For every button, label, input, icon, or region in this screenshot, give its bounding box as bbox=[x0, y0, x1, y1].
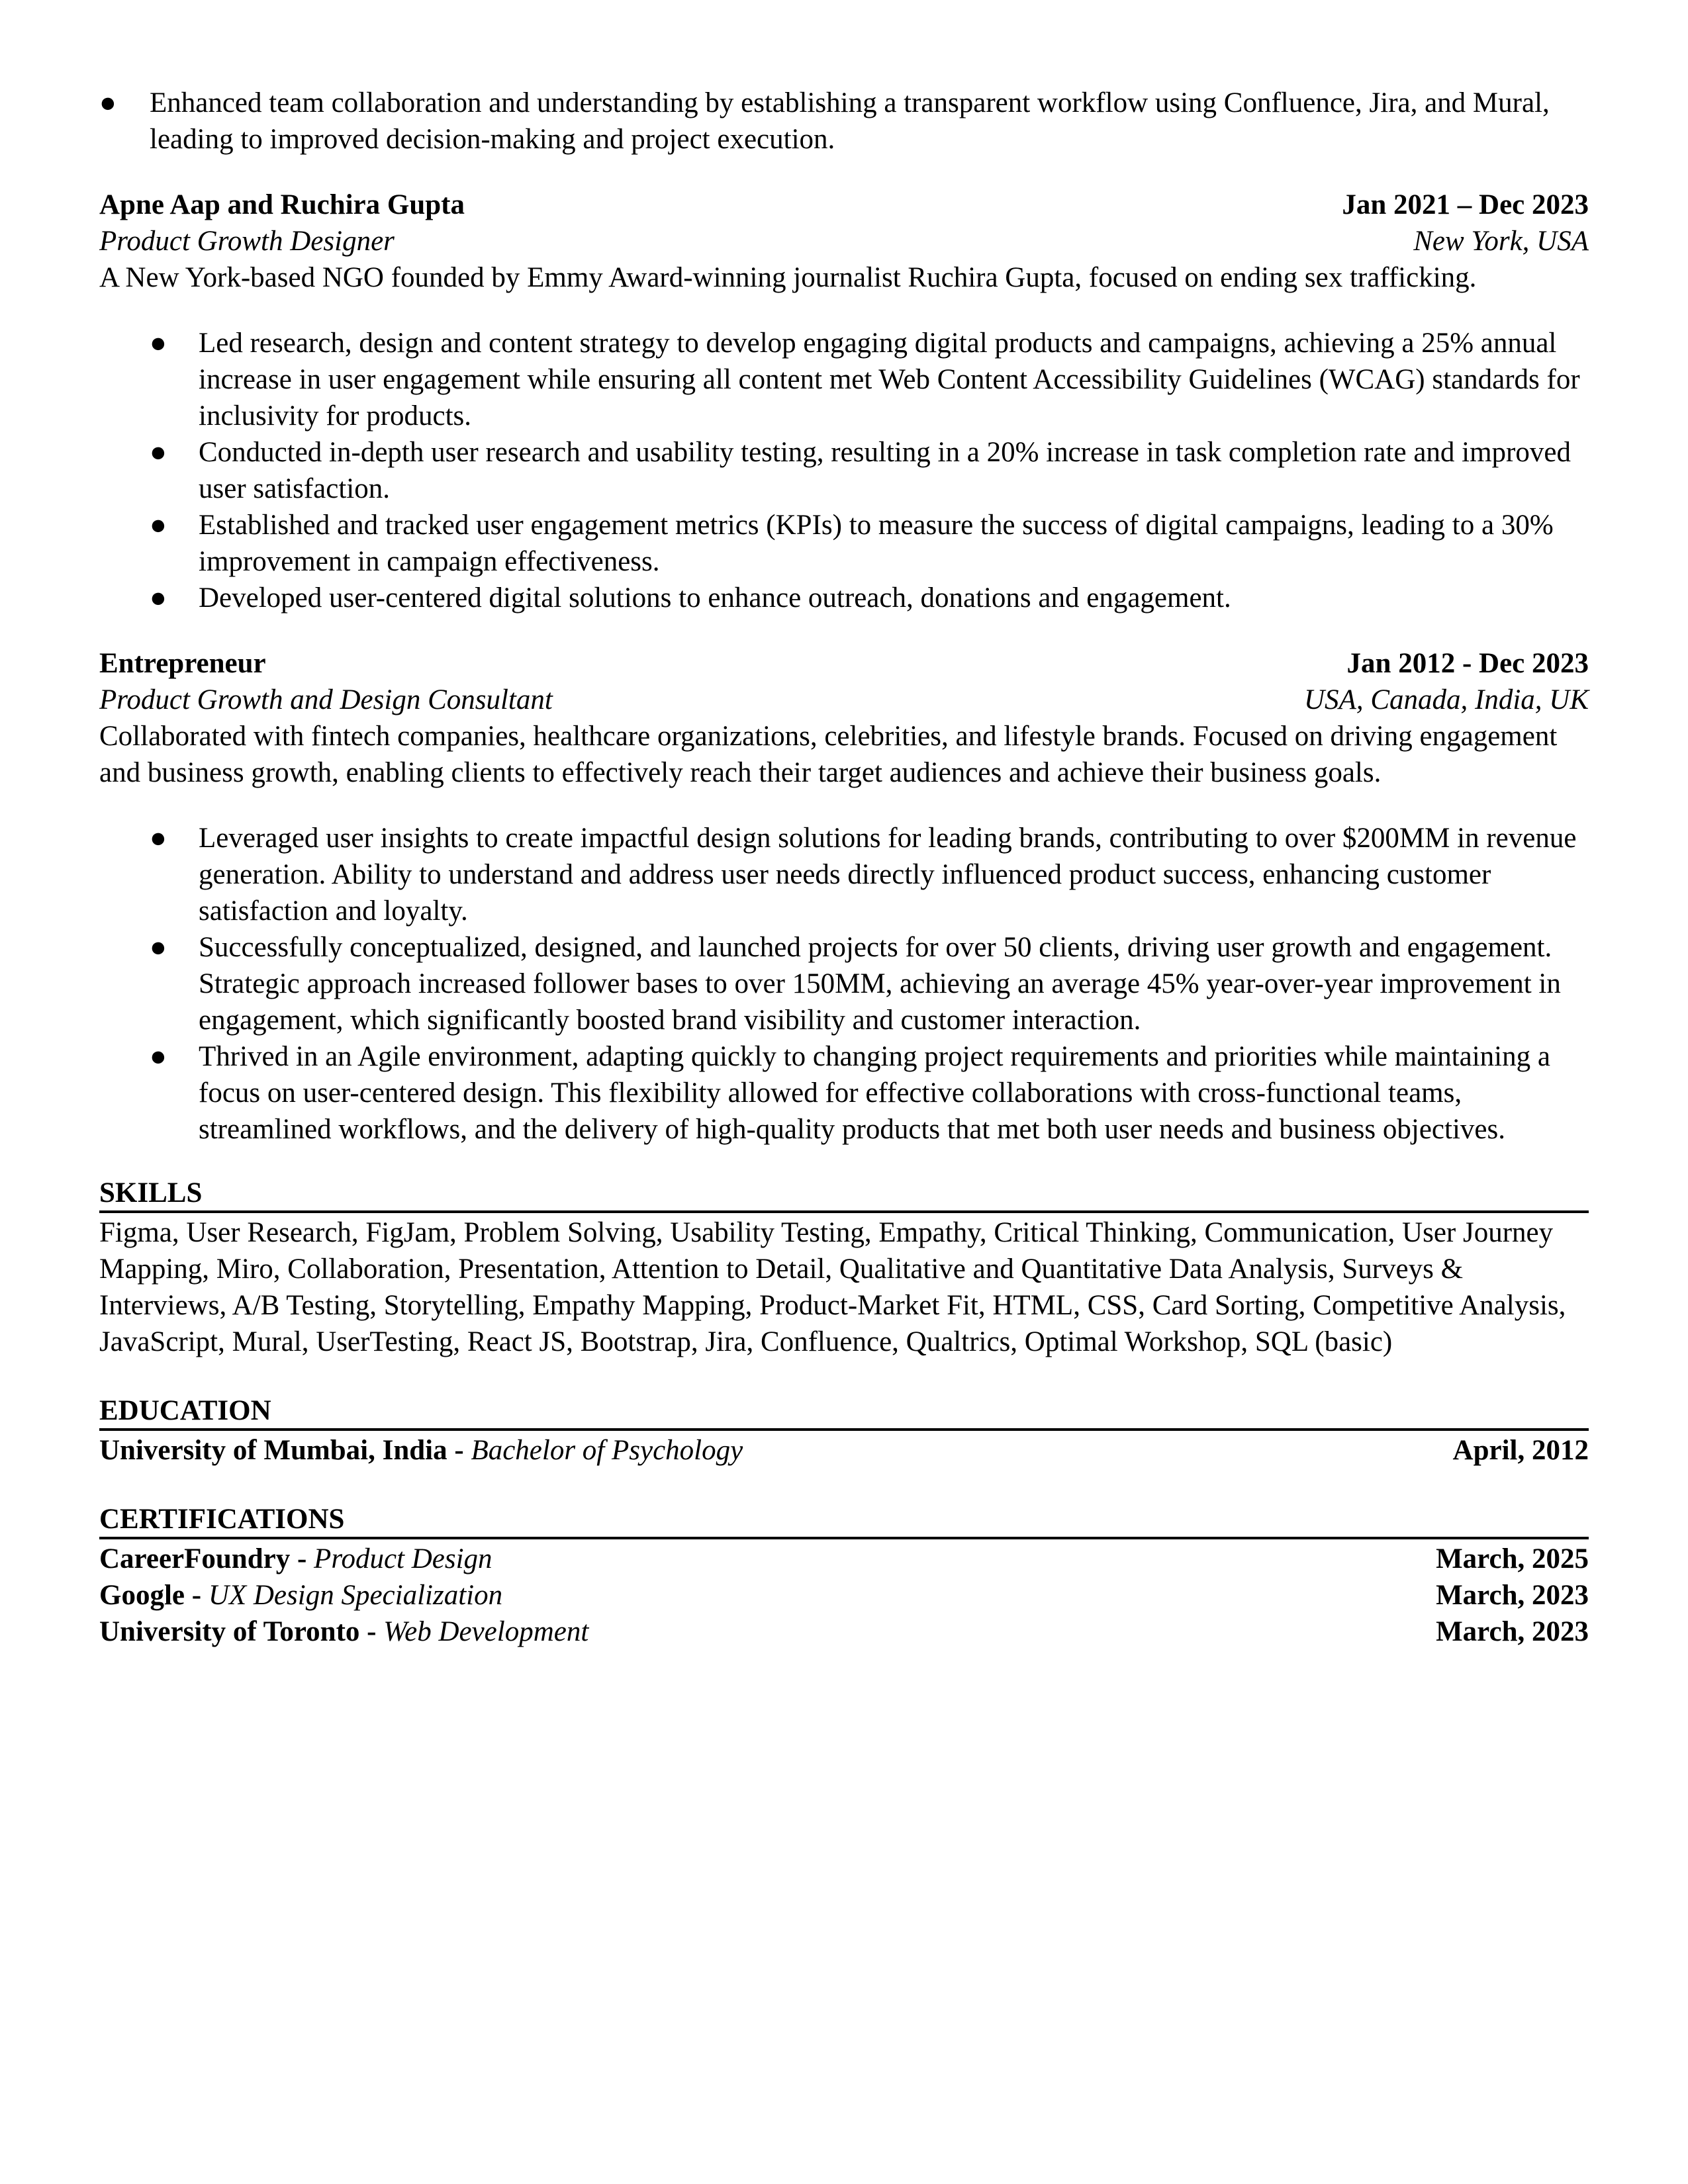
job-dates: Jan 2012 - Dec 2023 bbox=[1346, 648, 1589, 679]
bullet-icon: ● bbox=[150, 932, 167, 963]
job-dates: Jan 2021 – Dec 2023 bbox=[1342, 189, 1589, 220]
bullet-icon: ● bbox=[150, 582, 167, 614]
job-entry-apne-aap bbox=[99, 187, 1589, 616]
institution-name: CareerFoundry bbox=[99, 1543, 291, 1574]
bullet-icon: ● bbox=[150, 1041, 167, 1072]
company-name: Apne Aap and Ruchira Gupta bbox=[99, 189, 465, 220]
certification-text bbox=[99, 1541, 492, 1577]
job-description: A New York-based NGO founded by Emmy Award-winning journalist Ruchira Gupta, focused on ending sex trafficking. bbox=[99, 262, 1477, 293]
education-section bbox=[99, 1394, 1589, 1469]
bullet-icon: ● bbox=[150, 437, 167, 468]
certification-text bbox=[99, 1577, 502, 1614]
certification-date: March, 2025 bbox=[1436, 1543, 1589, 1574]
bullet-text: Thrived in an Agile environment, adapting quickly to changing project requirements and priorities while maintaining a focus on user-centered design. This flexibility allowed for effective collaborations with cross-functional teams, streamlined workflows, and the delivery of high-quality products that met both user needs and business objectives. bbox=[199, 1041, 1550, 1145]
list-item bbox=[99, 325, 1589, 434]
skills-section bbox=[99, 1177, 1589, 1360]
list-item bbox=[99, 580, 1589, 616]
bullet-icon: ● bbox=[150, 823, 167, 854]
certification-text bbox=[99, 1614, 588, 1650]
separator: - bbox=[359, 1616, 384, 1647]
certification-entry bbox=[99, 1577, 1589, 1614]
job-description: Collaborated with fintech companies, healthcare organizations, celebrities, and lifestyle brands. Focused on driving engagement and business growth, enabling clients to effectively reach their target audiences and achieve their business goals. bbox=[99, 721, 1558, 788]
certification-entry bbox=[99, 1614, 1589, 1650]
certifications-section bbox=[99, 1503, 1589, 1650]
separator: - bbox=[447, 1435, 471, 1466]
job-subheader bbox=[99, 223, 1589, 259]
resume-page bbox=[99, 85, 1589, 1650]
job-header bbox=[99, 645, 1589, 682]
separator: - bbox=[290, 1543, 314, 1574]
degree-name: Bachelor of Psychology bbox=[471, 1435, 743, 1466]
certification-date: March, 2023 bbox=[1436, 1580, 1589, 1611]
certification-name: UX Design Specialization bbox=[208, 1580, 503, 1611]
institution-name: University of Toronto bbox=[99, 1616, 360, 1647]
job-subheader bbox=[99, 682, 1589, 718]
bullet-text: Successfully conceptualized, designed, and launched projects for over 50 clients, driving user growth and engagement. Strategic approach increased follower bases to over 150MM, achieving an average 45% year-over-year improvement in engagement, which significantly boosted brand visibility and customer interaction. bbox=[199, 932, 1561, 1036]
bullet-text: Conducted in-depth user research and usability testing, resulting in a 20% increase in task completion rate and improved user satisfaction. bbox=[199, 437, 1571, 504]
list-item bbox=[99, 1038, 1589, 1148]
bullet-icon: ● bbox=[99, 87, 117, 118]
institution-name: Google bbox=[99, 1580, 185, 1611]
education-text bbox=[99, 1432, 743, 1469]
certification-name: Product Design bbox=[314, 1543, 492, 1574]
bullet-text: Developed user-centered digital solutions to enhance outreach, donations and engagement. bbox=[199, 582, 1231, 614]
bullet-text: Led research, design and content strategy to develop engaging digital products and campaigns, achieving a 25% annual increase in user engagement while ensuring all content met Web Content Accessibility Guidelines (WCAG) standards for inclusivity for products. bbox=[199, 328, 1580, 432]
top-bullet-list bbox=[99, 85, 1589, 158]
section-heading: EDUCATION bbox=[99, 1394, 1589, 1431]
list-item bbox=[99, 434, 1589, 507]
job-location: USA, Canada, India, UK bbox=[1304, 684, 1589, 715]
section-heading: SKILLS bbox=[99, 1177, 1589, 1213]
skills-list: Figma, User Research, FigJam, Problem Solving, Usability Testing, Empathy, Critical Thinking, Communication, User Journey Mapping, Miro, Collaboration, Presentation, Attention to Detail, Qualitative and Quantitative Data Analysis, Surveys & Interviews, A/B Testing, Storytelling, Empathy Mapping, Product-Market Fit, HTML, CSS, Card Sorting, Competitive Analysis, JavaScript, Mural, UserTesting, React JS, Bootstrap, Jira, Confluence, Qualtrics, Optimal Workshop, SQL (basic) bbox=[99, 1217, 1566, 1357]
job-header bbox=[99, 187, 1589, 223]
job-bullet-list bbox=[99, 325, 1589, 616]
bullet-icon: ● bbox=[150, 328, 167, 359]
list-item bbox=[99, 85, 1589, 158]
job-role: Product Growth and Design Consultant bbox=[99, 684, 553, 715]
list-item bbox=[99, 929, 1589, 1038]
certification-entry bbox=[99, 1541, 1589, 1577]
education-entry bbox=[99, 1432, 1589, 1469]
bullet-icon: ● bbox=[150, 510, 167, 541]
separator: - bbox=[184, 1580, 209, 1611]
certification-name: Web Development bbox=[383, 1616, 589, 1647]
job-entry-entrepreneur bbox=[99, 645, 1589, 1148]
education-date: April, 2012 bbox=[1452, 1435, 1589, 1466]
institution-name: University of Mumbai, India bbox=[99, 1435, 447, 1466]
job-location: New York, USA bbox=[1413, 226, 1589, 257]
certification-date: March, 2023 bbox=[1436, 1616, 1589, 1647]
bullet-text: Established and tracked user engagement metrics (KPIs) to measure the success of digital campaigns, leading to a 30% improvement in campaign effectiveness. bbox=[199, 510, 1554, 577]
job-bullet-list bbox=[99, 820, 1589, 1148]
bullet-text: Leveraged user insights to create impactful design solutions for leading brands, contributing to over $200MM in revenue generation. Ability to understand and address user needs directly influenced product success, enhancing customer satisfaction and loyalty. bbox=[199, 823, 1577, 927]
bullet-text: Enhanced team collaboration and understanding by establishing a transparent workflow using Confluence, Jira, and Mural, leading to improved decision-making and project execution. bbox=[150, 87, 1550, 155]
section-heading: CERTIFICATIONS bbox=[99, 1503, 1589, 1539]
list-item bbox=[99, 507, 1589, 580]
company-name: Entrepreneur bbox=[99, 648, 266, 679]
list-item bbox=[99, 820, 1589, 929]
job-role: Product Growth Designer bbox=[99, 226, 395, 257]
